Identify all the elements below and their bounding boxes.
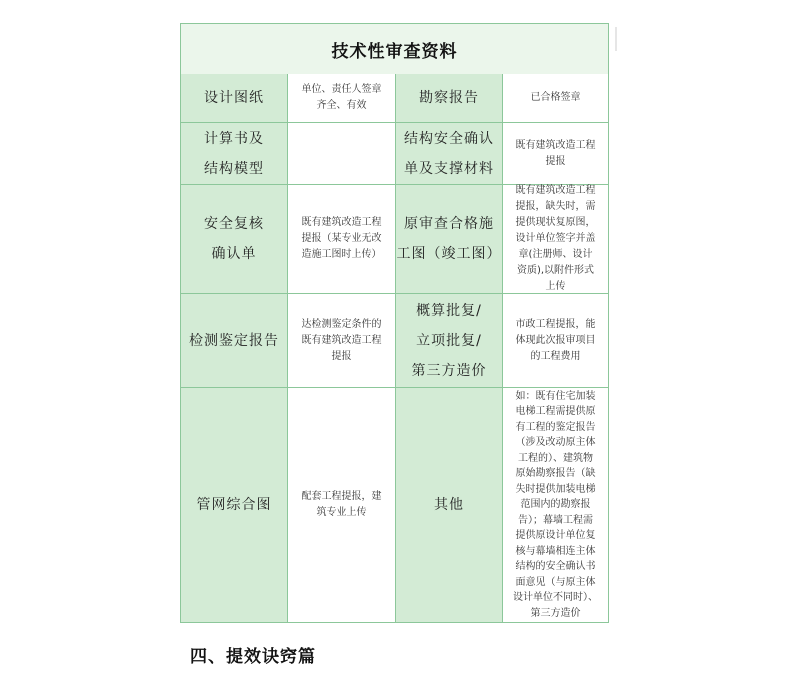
row5-requirement2: [503, 388, 608, 622]
row4-label2: [396, 294, 503, 388]
row3-req-line1: 既有建筑改造工程: [301, 217, 382, 228]
row2-label-line1: 计算书及: [204, 130, 264, 147]
technical-review-table: [180, 23, 609, 623]
row3-req-line3: 造施工图时上传）: [301, 249, 382, 260]
row1-req2-line1: 已合格签章: [530, 92, 581, 103]
row4-req2-line1: 市政工程提报，能: [515, 318, 596, 330]
row1-label2-text: 勘察报告: [419, 90, 479, 106]
row4-label-text: 检测鉴定报告: [189, 332, 279, 349]
row3-req2-line1: 既有建筑改造工程: [515, 185, 596, 196]
row5-req2-line3: 有工程的鉴定报告: [515, 421, 596, 433]
table-title: 技术性审查资料: [181, 24, 608, 75]
row4-label2-line2: 立项批复/: [416, 332, 482, 349]
page-edge-mark: [615, 27, 617, 51]
row5-label2-text: 其他: [434, 497, 464, 513]
row5-req2-line12: 结构的安全确认书: [515, 561, 596, 573]
row5-req2-line7: 失时提供加装电梯: [515, 483, 596, 495]
row5-label2: [396, 388, 503, 622]
row2-req2-line2: 提报: [545, 155, 566, 167]
row5-req2-line15: 第三方造价: [530, 607, 581, 619]
row2-label2-line1: 结构安全确认: [404, 130, 494, 147]
row2-label-line2: 结构模型: [204, 160, 264, 177]
row2-requirement2: [503, 123, 608, 185]
row5-req2-line9: 告）；幕墙工程需: [518, 514, 593, 526]
row5-label: [181, 388, 288, 622]
row5-requirement: [288, 388, 396, 622]
row4-req-line1: 达检测鉴定条件的: [301, 318, 382, 330]
row4-label2-line1: 概算批复/: [416, 302, 482, 319]
row1-requirement: [288, 74, 396, 123]
section-heading: 四、提效诀窍篇: [190, 647, 316, 667]
row1-label: [181, 74, 288, 123]
row3-label2: [396, 185, 503, 294]
row3-req2-line7: 上传: [545, 281, 566, 292]
row3-req2-line3: 提供现状复原图，: [515, 217, 596, 228]
row1-req-line2: 齐全、有效: [316, 100, 367, 111]
row4-req-line3: 提报: [331, 350, 352, 362]
row4-label2-line3: 第三方造价: [411, 362, 487, 379]
row3-req2-line5: 章(注册师、设计: [518, 249, 593, 260]
row5-req2-line11: 核与幕墙相连主体: [515, 545, 596, 557]
row1-label-text: 设计图纸: [204, 90, 264, 106]
row3-label-line1: 安全复核: [204, 216, 264, 232]
row1-requirement2: [503, 74, 608, 123]
row3-req2-line6: 资质),以附件形式: [516, 265, 595, 276]
row4-label: [181, 294, 288, 388]
row2-label: [181, 123, 288, 185]
row5-req2-line14: 设计单位不同时）、: [513, 592, 598, 604]
row3-label2-line2: 工图（竣工图）: [396, 246, 502, 262]
row5-req2-line4: （涉及改动原主体: [515, 437, 596, 449]
row2-requirement: [288, 123, 396, 185]
row3-req2-line2: 提报，缺失时，需: [515, 201, 596, 212]
row4-requirement2: [503, 294, 608, 388]
row4-req2-line2: 体现此次报审项目: [515, 334, 596, 346]
row3-label2-line1: 原审查合格施: [404, 216, 494, 232]
row2-label2-line2: 单及支撑材料: [404, 160, 494, 177]
row5-req2-line8: 范围内的勘察报: [520, 499, 591, 511]
row5-req-line1: 配套工程提报，建: [301, 491, 382, 502]
row5-req2-line10: 提供原设计单位复: [515, 530, 596, 542]
row3-requirement2: [503, 185, 608, 294]
row2-label2: [396, 123, 503, 185]
row5-label-text: 管网综合图: [196, 497, 272, 513]
row4-requirement: [288, 294, 396, 388]
row5-req2-line1: 如：既有住宅加装: [515, 390, 596, 402]
row3-requirement: [288, 185, 396, 294]
row3-label: [181, 185, 288, 294]
row5-req2-line13: 面意见（与原主体: [515, 576, 596, 588]
row5-req2-line6: 原始勘察报告（缺: [515, 468, 596, 480]
row5-req-line2: 筑专业上传: [316, 507, 367, 518]
row4-req2-line3: 的工程费用: [530, 350, 581, 362]
row4-req-line2: 既有建筑改造工程: [301, 334, 382, 346]
row3-req-line2: 提报（某专业无改: [301, 233, 382, 244]
row2-req2-line1: 既有建筑改造工程: [515, 139, 596, 151]
row5-req2-line5: 工程的）、建筑物: [518, 452, 593, 464]
row3-label-line2: 确认单: [211, 246, 257, 262]
row1-label2: [396, 74, 503, 123]
row5-req2-line2: 电梯工程需提供原: [515, 406, 596, 418]
row3-req2-line4: 设计单位签字并盖: [515, 233, 596, 244]
row1-req-line1: 单位、责任人签章: [301, 84, 382, 95]
